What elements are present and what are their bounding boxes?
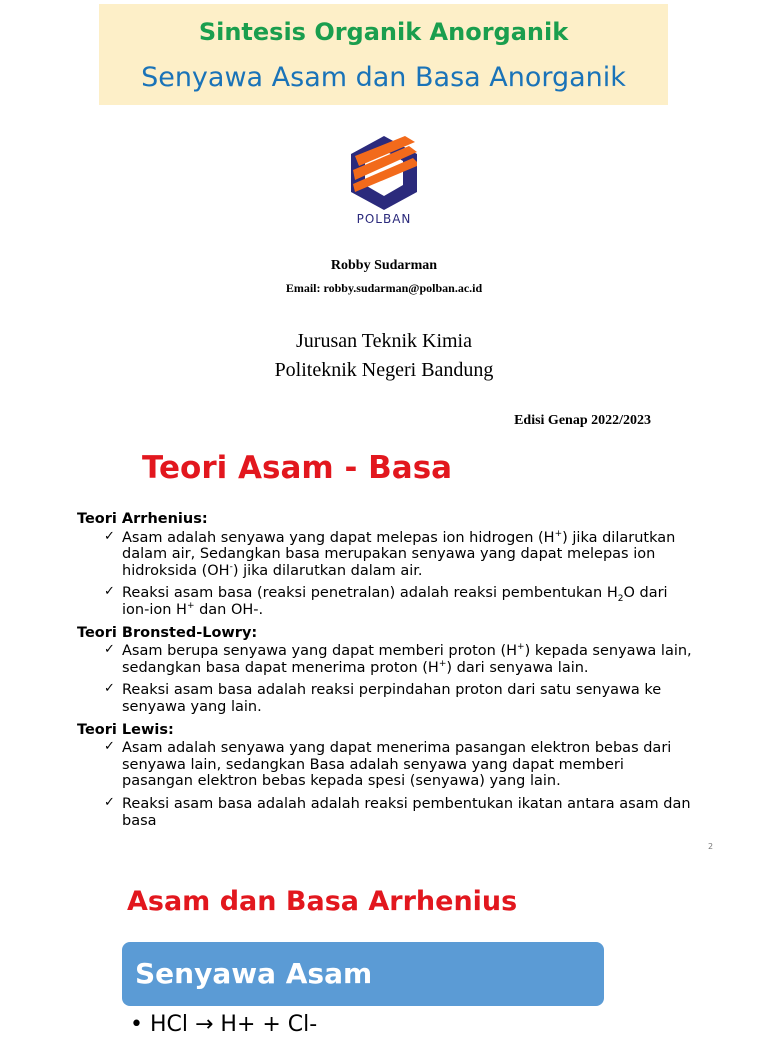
bullet-bronsted-1: ✓ Asam berupa senyawa yang dapat memberi proton (H+) kepada senyawa lain, sedangkan basa dapat menerima proton (H+) dari senyawa lain. bbox=[104, 642, 692, 676]
theory-list bbox=[77, 511, 697, 835]
checkmark-icon: ✓ bbox=[104, 528, 115, 544]
checkmark-icon: ✓ bbox=[104, 642, 115, 658]
section-heading-bronsted: Teori Bronsted-Lowry: bbox=[77, 624, 258, 641]
cover-title-box bbox=[99, 4, 668, 105]
checkmark-icon: ✓ bbox=[104, 584, 115, 600]
author-email: Email: robby.sudarman@polban.ac.id bbox=[285, 281, 483, 295]
logo-text: POLBAN bbox=[356, 212, 412, 226]
banner-label: Senyawa Asam bbox=[135, 957, 373, 990]
checkmark-icon: ✓ bbox=[104, 794, 115, 810]
checkmark-icon: ✓ bbox=[104, 681, 115, 697]
cover-title: Sintesis Organik Anorganik bbox=[198, 18, 569, 46]
bullet-lewis-2: ✓ Reaksi asam basa adalah adalah reaksi pembentukan ikatan antara asam dan basa bbox=[104, 794, 691, 829]
slide-title-teori: Teori Asam - Basa bbox=[142, 450, 453, 486]
author-name: Robby Sudarman bbox=[330, 258, 438, 273]
partial-equation-line: • HCl → H+ + Cl- bbox=[130, 1012, 318, 1037]
senyawa-asam-banner bbox=[122, 942, 604, 1006]
checkmark-icon: ✓ bbox=[104, 739, 115, 755]
bullet-lewis-1: ✓ Asam adalah senyawa yang dapat menerima pasangan elektron bebas dari senyawa lain, sedangkan Basa adalah senyawa yang dapat memberi pasangan elektron bebas kepada spesi (senyawa) yang lain. bbox=[104, 739, 672, 790]
section-heading-arrhenius: Teori Arrhenius: bbox=[77, 511, 208, 527]
edition: Edisi Genap 2022/2023 bbox=[514, 413, 651, 428]
cover-subtitle: Senyawa Asam dan Basa Anorganik bbox=[141, 62, 626, 93]
bullet-arrhenius-2: ✓ Reaksi asam basa (reaksi penetralan) adalah reaksi pembentukan $H_2O$ dari ion-ion H+ dan OH-. bbox=[104, 584, 668, 618]
bullet-arrhenius-1: ✓ Asam adalah senyawa yang dapat melepas ion hidrogen (H+) jika dilarutkan dalam air, Sedangkan basa merupakan senyawa yang dapat melepas ion hidroksida (OH-) jika dilarutkan dalam air. bbox=[104, 528, 676, 579]
institution: Politeknik Negeri Bandung bbox=[274, 359, 494, 381]
page-number: 2 bbox=[708, 842, 714, 851]
department: Jurusan Teknik Kimia bbox=[296, 330, 472, 352]
bullet-bronsted-2: ✓ Reaksi asam basa adalah reaksi perpindahan proton dari satu senyawa ke senyawa yang lain. bbox=[104, 681, 662, 715]
section-heading-lewis: Teori Lewis: bbox=[77, 721, 174, 738]
slide-title-arrhenius: Asam dan Basa Arrhenius bbox=[127, 886, 518, 917]
